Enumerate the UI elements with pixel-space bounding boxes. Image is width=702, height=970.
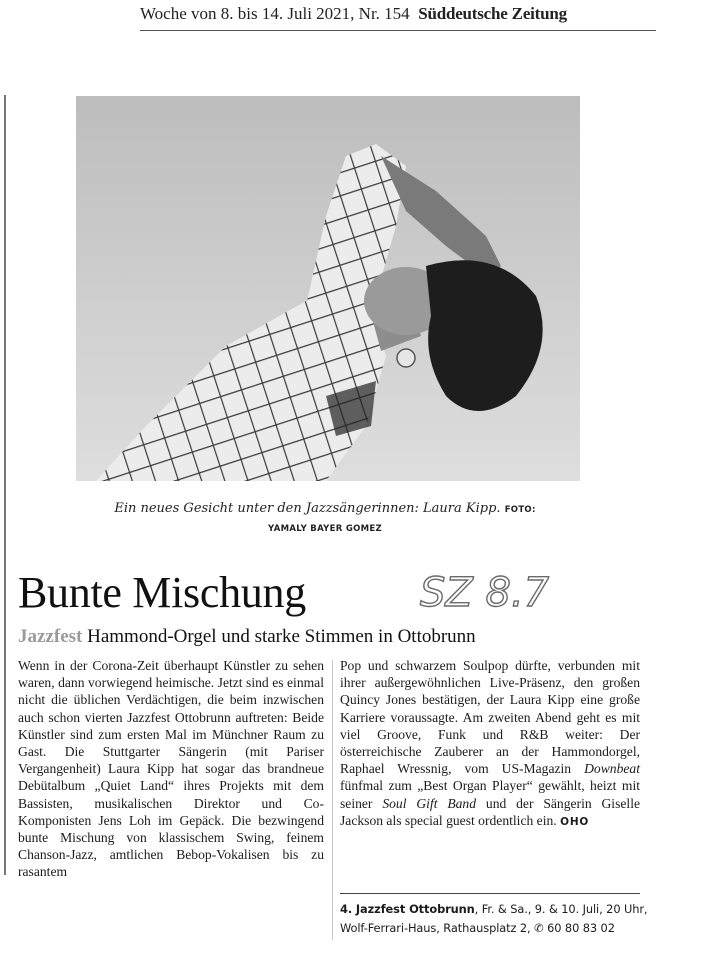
handwritten-note-text: SZ 8.7 — [420, 570, 550, 616]
magazine-name: Downbeat — [584, 761, 640, 777]
info-rule — [340, 893, 640, 894]
page-header — [140, 4, 660, 30]
venue-line — [340, 919, 650, 938]
photo-portrait-icon — [76, 96, 580, 481]
photo-caption — [100, 500, 550, 538]
phone-icon: ✆ — [534, 921, 544, 935]
body-text-right-a: Pop und schwarzem Soulpop dürfte, verbunden mit ihrer außergewöhnlichen Live-Präsenz, den großen Quincy Jones bestätigen, der Laura Kipp eine große Karriere voraussagte. Am zweiten Abend geht es mit viel Groove, Funk und R&B weiter: Der österreichische Zauberer an der Hammondorgel, Raphael Wressnig, vom US-Magazin — [340, 658, 640, 777]
kicker: Jazzfest — [18, 626, 83, 647]
event-phone: 60 80 83 02 — [547, 921, 615, 935]
portrait-photo — [76, 96, 580, 481]
event-info-box — [340, 900, 650, 938]
handwritten-note — [416, 566, 591, 618]
body-paragraph-right — [340, 657, 640, 831]
event-venue: Wolf-Ferrari-Haus, Rathausplatz 2, — [340, 921, 531, 935]
event-dates: , Fr. & Sa., 9. & 10. Juli, 20 Uhr, — [474, 902, 648, 916]
band-name: Soul Gift Band — [382, 795, 477, 811]
body-column-left — [18, 657, 324, 881]
article-headline: Bunte Mischung — [18, 568, 306, 617]
newspaper-brand: Süddeutsche Zeitung — [418, 4, 567, 23]
author-signature: OHO — [560, 815, 590, 828]
photo-credit: FOTO: YAMALY BAYER GOMEZ — [268, 505, 536, 534]
header-rule — [140, 30, 656, 31]
margin-rule — [4, 95, 6, 875]
issue-line: Woche von 8. bis 14. Juli 2021, Nr. 154 — [140, 4, 410, 23]
subheadline-row — [18, 625, 658, 649]
subheadline: Hammond-Orgel und starke Stimmen in Ottobrunn — [87, 626, 476, 647]
column-divider — [332, 660, 333, 940]
body-text-right-c: und der Sängerin Giselle Jackson als special guest ordentlich ein. — [340, 795, 640, 828]
body-column-right — [340, 657, 640, 831]
body-text-right-b: fünfmal zum „Best Organ Player“ gewählt, heizt mit seiner — [340, 778, 640, 811]
caption-text: Ein neues Gesicht unter den Jazzsängerinnen: Laura Kipp. — [114, 501, 501, 516]
body-text-left: Wenn in der Corona-Zeit überhaupt Künstler zu sehen waren, dann vorwiegend heimische. Jetzt sind es einmal nicht die üblichen Verdächtigen, die beim inzwischen auch schon vierten Jazzfest Ottobrunn auftreten: Beide Künstler sind zum ersten Mal im Münchner Raum zu Gast. Die Stuttgarter Sängerin (mit Pariser Vergangenheit) Laura Kipp hat sogar das brandneue Debütalbum „Quiet Land“ ihres Projekts mit dem Bassisten, musikalischen Direktor und Co-Komponisten Jens Loh im Gepäck. Die bezwingend bunte Mischung von klassischem Swing, feinem Chanson-Jazz, amtlichen Bebop-Vokalisen bis zu rasantem — [18, 658, 324, 880]
event-line — [340, 900, 650, 919]
event-name: 4. Jazzfest Ottobrunn — [340, 902, 475, 916]
